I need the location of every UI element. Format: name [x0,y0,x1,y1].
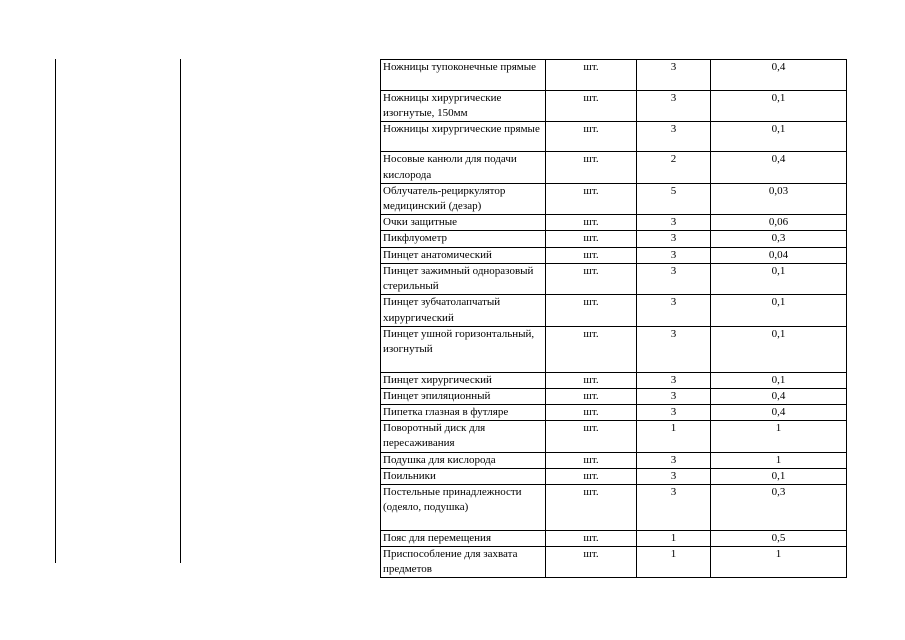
item-value: 0,4 [711,388,847,404]
item-name: Ножницы хирургические прямые [381,121,546,152]
item-quantity: 1 [637,421,711,452]
item-quantity: 3 [637,60,711,91]
item-name: Поильники [381,468,546,484]
middle-column-border [180,59,181,563]
item-quantity: 3 [637,295,711,326]
item-unit: шт. [546,90,637,121]
item-quantity: 3 [637,404,711,420]
table-row [381,326,847,372]
item-value: 0,1 [711,468,847,484]
table-row [381,388,847,404]
item-name: Пипетка глазная в футляре [381,404,546,420]
table-row [381,231,847,247]
item-unit: шт. [546,530,637,546]
item-unit: шт. [546,60,637,91]
item-quantity: 3 [637,247,711,263]
item-unit: шт. [546,183,637,214]
item-quantity: 3 [637,468,711,484]
item-unit: шт. [546,152,637,183]
item-name: Облучатель-рециркулятор медицинский (дезар) [381,183,546,214]
item-value: 0,1 [711,263,847,294]
item-value: 0,1 [711,295,847,326]
item-unit: шт. [546,388,637,404]
table-row [381,295,847,326]
table-row [381,372,847,388]
item-value: 0,3 [711,484,847,530]
item-unit: шт. [546,421,637,452]
item-unit: шт. [546,326,637,372]
item-value: 0,3 [711,231,847,247]
table-row [381,183,847,214]
table-row [381,530,847,546]
item-name: Пинцет зубчатолапчатый хирургический [381,295,546,326]
item-unit: шт. [546,121,637,152]
item-name: Пинцет зажимный одноразовый стерильный [381,263,546,294]
item-unit: шт. [546,404,637,420]
item-unit: шт. [546,295,637,326]
item-name: Подушка для кислорода [381,452,546,468]
table-row [381,452,847,468]
item-unit: шт. [546,263,637,294]
item-value: 0,4 [711,404,847,420]
item-value: 0,1 [711,90,847,121]
item-name: Пояс для перемещения [381,530,546,546]
item-quantity: 3 [637,90,711,121]
item-unit: шт. [546,372,637,388]
item-name: Очки защитные [381,215,546,231]
item-quantity: 5 [637,183,711,214]
item-name: Пинцет хирургический [381,372,546,388]
item-name: Пикфлуометр [381,231,546,247]
table-row [381,404,847,420]
item-value: 0,4 [711,152,847,183]
item-name: Ножницы хирургические изогнутые, 150мм [381,90,546,121]
table-row [381,421,847,452]
item-value: 0,1 [711,372,847,388]
item-value: 0,1 [711,121,847,152]
table-row [381,247,847,263]
table-row [381,121,847,152]
table-row [381,215,847,231]
item-value: 1 [711,452,847,468]
item-quantity: 3 [637,263,711,294]
table-row [381,484,847,530]
item-quantity: 1 [637,530,711,546]
item-unit: шт. [546,484,637,530]
item-value: 1 [711,546,847,577]
item-unit: шт. [546,231,637,247]
item-unit: шт. [546,215,637,231]
item-name: Носовые канюли для подачи кислорода [381,152,546,183]
item-quantity: 3 [637,215,711,231]
item-quantity: 3 [637,372,711,388]
item-quantity: 2 [637,152,711,183]
item-value: 0,04 [711,247,847,263]
item-value: 0,03 [711,183,847,214]
item-name: Пинцет эпиляционный [381,388,546,404]
left-column-border [55,59,56,563]
item-unit: шт. [546,546,637,577]
item-quantity: 3 [637,388,711,404]
item-value: 0,06 [711,215,847,231]
item-quantity: 1 [637,546,711,577]
item-name: Постельные принадлежности (одеяло, подушка) [381,484,546,530]
item-value: 0,1 [711,326,847,372]
item-name: Пинцет анатомический [381,247,546,263]
item-unit: шт. [546,247,637,263]
item-name: Пинцет ушной горизонтальный, изогнутый [381,326,546,372]
item-name: Поворотный диск для пересаживания [381,421,546,452]
item-name: Приспособление для захвата предметов [381,546,546,577]
item-name: Ножницы тупоконечные прямые [381,60,546,91]
table-row [381,152,847,183]
table-row [381,468,847,484]
table-row [381,60,847,91]
table-row [381,90,847,121]
item-value: 1 [711,421,847,452]
item-quantity: 3 [637,121,711,152]
item-unit: шт. [546,452,637,468]
table-row [381,546,847,577]
item-quantity: 3 [637,231,711,247]
item-value: 0,5 [711,530,847,546]
table-body [381,60,847,578]
item-unit: шт. [546,468,637,484]
item-quantity: 3 [637,326,711,372]
table-row [381,263,847,294]
item-value: 0,4 [711,60,847,91]
item-quantity: 3 [637,484,711,530]
equipment-table [380,59,847,578]
item-quantity: 3 [637,452,711,468]
